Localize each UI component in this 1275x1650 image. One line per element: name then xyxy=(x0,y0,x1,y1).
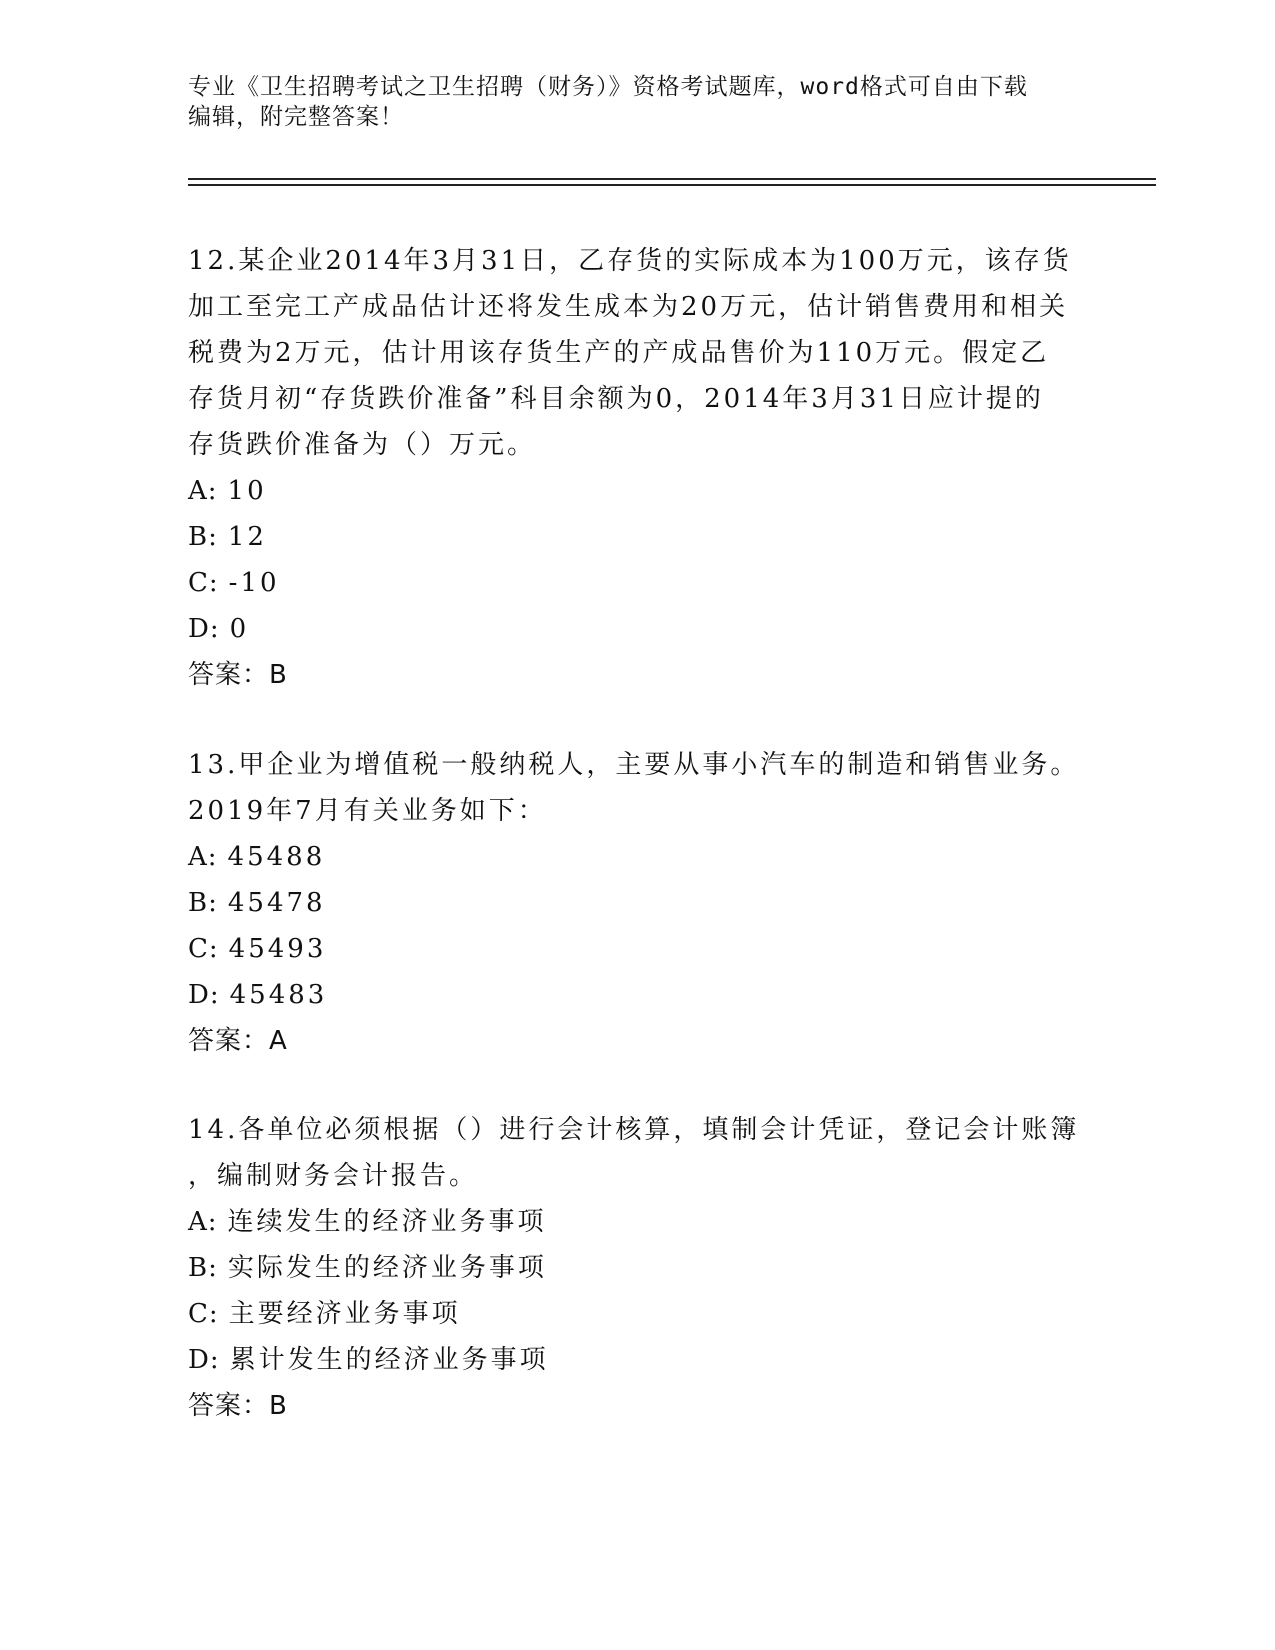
option-key: B: xyxy=(188,522,218,552)
header-divider-top xyxy=(188,178,1156,180)
option-b xyxy=(188,514,1088,560)
option-key: A: xyxy=(188,1207,218,1237)
option-text: 累计发生的经济业务事项 xyxy=(229,1345,549,1375)
question-stem-line: 存货跌价准备为（）万元。 xyxy=(188,430,537,460)
option-key: C: xyxy=(188,1299,219,1329)
option-key: B: xyxy=(188,1253,218,1283)
question-stem-line: 12.某企业2014年3月31日，乙存货的实际成本为100万元，该存货 xyxy=(188,246,1072,276)
header-line-1: 专业《卫生招聘考试之卫生招聘（财务）》资格考试题库，word格式可自由下载 xyxy=(188,74,1028,100)
option-key: B: xyxy=(188,888,218,918)
option-key: D: xyxy=(188,1345,220,1375)
question-stem-line: 2019年7月有关业务如下： xyxy=(188,796,547,826)
option-text: 10 xyxy=(227,476,267,506)
question-stem-line: 税费为2万元，估计用该存货生产的产成品售价为110万元。假定乙 xyxy=(188,338,1050,368)
question-13 xyxy=(188,742,1088,1064)
option-key: C: xyxy=(188,568,219,598)
option-text: 45483 xyxy=(229,980,328,1010)
option-c xyxy=(188,560,1088,606)
option-text: 实际发生的经济业务事项 xyxy=(227,1253,547,1283)
question-stem-line: 14.各单位必须根据（）进行会计核算，填制会计凭证，登记会计账簿 xyxy=(188,1115,1080,1145)
option-text: 0 xyxy=(229,614,250,644)
option-text: 12 xyxy=(227,522,267,552)
option-text: 45488 xyxy=(227,842,326,872)
option-key: D: xyxy=(188,614,220,644)
option-b xyxy=(188,880,1088,926)
option-key: A: xyxy=(188,476,218,506)
option-a xyxy=(188,834,1088,880)
option-d xyxy=(188,606,1088,652)
option-key: A: xyxy=(188,842,218,872)
option-d xyxy=(188,1337,1088,1383)
option-text: 45493 xyxy=(228,934,327,964)
answer-line: 答案：B xyxy=(188,1391,288,1421)
option-key: C: xyxy=(188,934,219,964)
option-c xyxy=(188,1291,1088,1337)
answer-line: 答案：A xyxy=(188,1026,288,1056)
option-d xyxy=(188,972,1088,1018)
option-c xyxy=(188,926,1088,972)
option-text: 连续发生的经济业务事项 xyxy=(227,1207,547,1237)
question-stem-line: 13.甲企业为增值税一般纳税人，主要从事小汽车的制造和销售业务。 xyxy=(188,750,1080,780)
question-stem-line: ，编制财务会计报告。 xyxy=(188,1161,479,1191)
option-text: 主要经济业务事项 xyxy=(228,1299,461,1329)
option-key: D: xyxy=(188,980,220,1010)
option-a xyxy=(188,1199,1088,1245)
option-text: 45478 xyxy=(227,888,326,918)
document-header xyxy=(188,72,1068,132)
header-divider-bottom xyxy=(188,184,1156,186)
question-14 xyxy=(188,1107,1088,1429)
question-stem-line: 加工至完工产成品估计还将发生成本为20万元，估计销售费用和相关 xyxy=(188,292,1069,322)
question-12 xyxy=(188,238,1088,698)
header-line-2: 编辑，附完整答案！ xyxy=(188,104,404,130)
question-stem-line: 存货月初“存货跌价准备”科目余额为0，2014年3月31日应计提的 xyxy=(188,384,1044,414)
option-text: -10 xyxy=(228,568,280,598)
answer-line: 答案：B xyxy=(188,660,288,690)
option-b xyxy=(188,1245,1088,1291)
option-a xyxy=(188,468,1088,514)
